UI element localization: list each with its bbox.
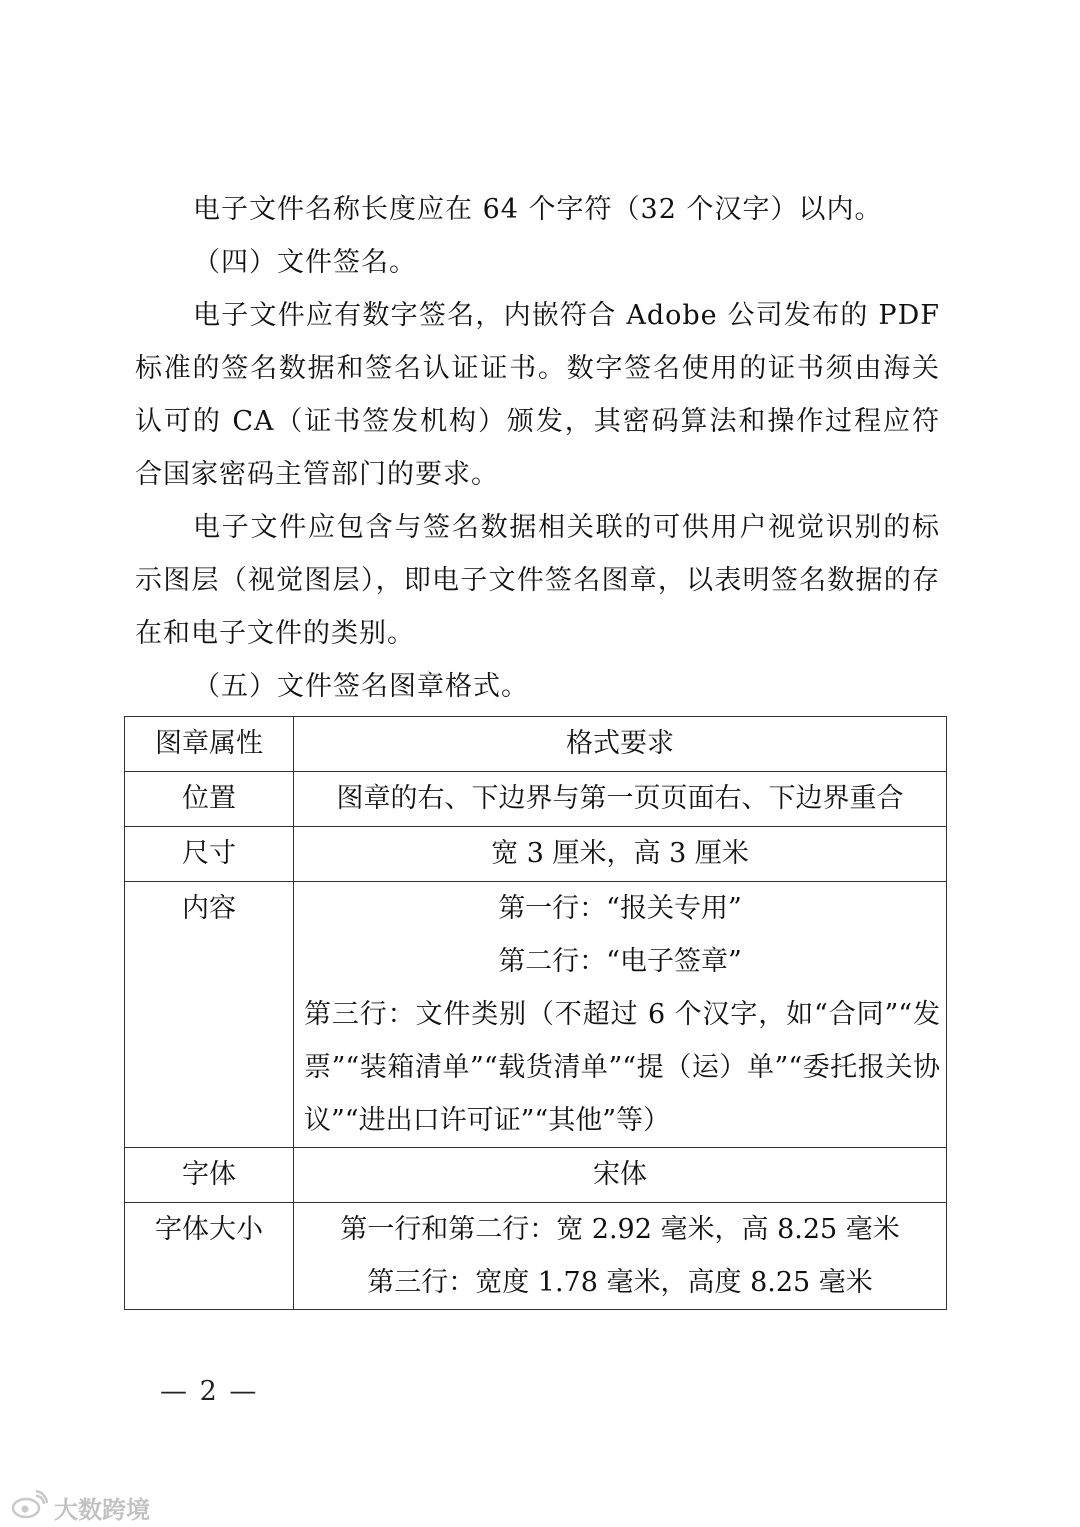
table-header-row (125, 717, 947, 772)
table-row (125, 1203, 947, 1310)
cell-attribute-font: 字体 (125, 1148, 294, 1203)
header-cell-requirement: 格式要求 (294, 717, 947, 772)
heading-seal-format: （五）文件签名图章格式。 (193, 671, 529, 702)
table-row (125, 772, 947, 827)
cell-requirement-size: 宽 3 厘米，高 3 厘米 (294, 827, 947, 882)
cell-requirement-position: 图章的右、下边界与第一页页面右、下边界重合 (294, 772, 947, 827)
table-row (125, 882, 947, 1148)
paragraph-filename-length: 电子文件名称长度应在 64 个字符（32 个汉字）以内。 (193, 194, 883, 225)
watermark-text: 大数跨境 (54, 1495, 150, 1524)
content-line-3: 第三行：文件类别（不超过 6 个汉字，如“合同”“发票”“装箱清单”“载货清单”“提（运）单”“委托报关协议”“进出口许可证”“其他”等） (304, 999, 940, 1136)
seal-format-table (124, 716, 947, 1310)
table-row (125, 1148, 947, 1203)
cell-attribute-size: 尺寸 (125, 827, 294, 882)
header-cell-attribute: 图章属性 (125, 717, 294, 772)
watermark (10, 1490, 150, 1524)
cell-requirement-font: 宋体 (294, 1148, 947, 1203)
fontsize-line-1: 第一行和第二行：宽 2.92 毫米，高 8.25 毫米 (340, 1214, 900, 1245)
cell-attribute-fontsize: 字体大小 (125, 1203, 294, 1310)
content-line-1: 第一行：“报关专用” (498, 893, 742, 924)
cell-requirement-fontsize (294, 1203, 947, 1310)
table-row (125, 827, 947, 882)
paragraph-visual-layer: 电子文件应包含与签名数据相关联的可供用户视觉识别的标示图层（视觉图层），即电子文件签名图章，以表明签名数据的存在和电子文件的类别。 (135, 512, 940, 649)
cell-requirement-content (294, 882, 947, 1148)
content-line-2: 第二行：“电子签章” (498, 946, 742, 977)
cell-attribute-position: 位置 (125, 772, 294, 827)
page-number: — 2 — (160, 1376, 259, 1407)
paragraph-digital-signature: 电子文件应有数字签名，内嵌符合 Adobe 公司发布的 PDF 标准的签名数据和签名认证证书。数字签名使用的证书须由海关认可的 CA（证书签发机构）颁发，其密码算法和操作过程应符合国家密码主管部门的要求。 (135, 300, 940, 490)
heading-file-signature: （四）文件签名。 (193, 247, 417, 278)
fontsize-line-2: 第三行：宽度 1.78 毫米，高度 8.25 毫米 (367, 1267, 873, 1298)
cell-attribute-content: 内容 (125, 882, 294, 1148)
weibo-logo-icon (10, 1490, 48, 1524)
